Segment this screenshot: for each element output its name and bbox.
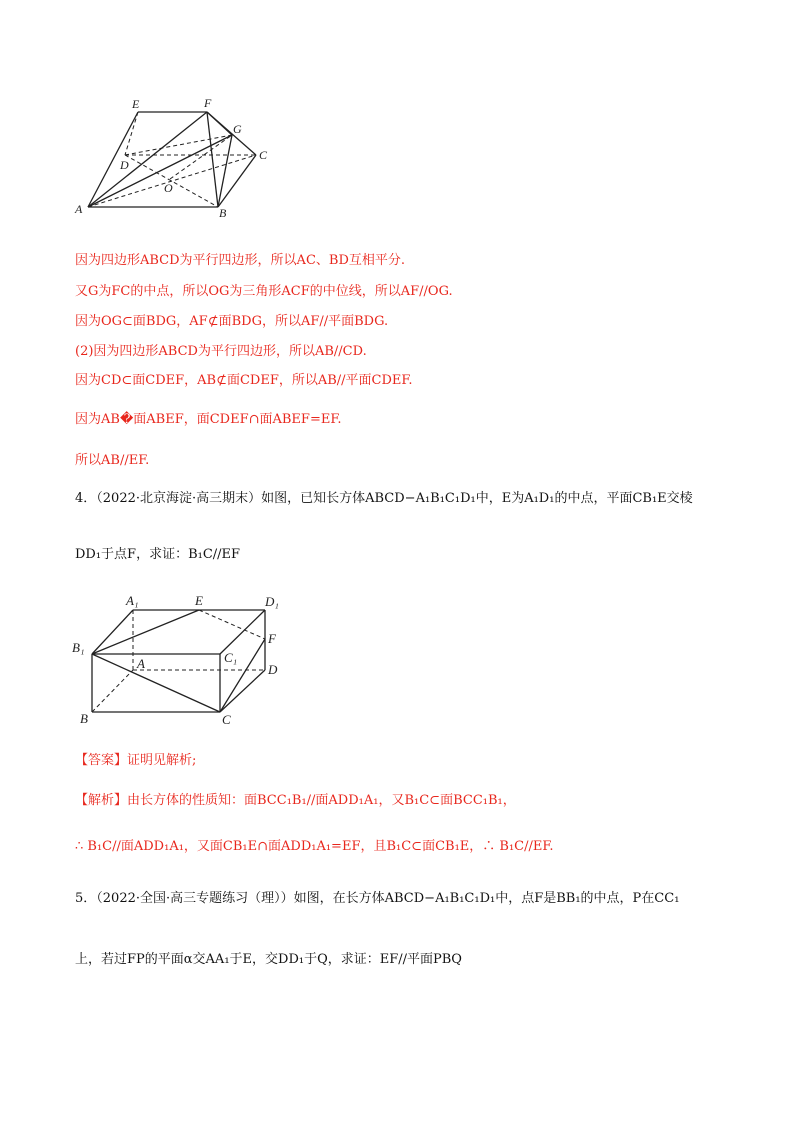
label-B: B bbox=[219, 206, 227, 220]
solution-line-7: 所以AB//EF. bbox=[75, 453, 150, 468]
label-C: C bbox=[259, 148, 268, 162]
label-E2: E bbox=[195, 593, 203, 608]
label-D: D bbox=[120, 158, 129, 172]
label-F2: F bbox=[268, 631, 276, 646]
problem4-line-1: 4．（2022·北京海淀·高三期末）如图，已知长方体ABCD−A₁B₁C₁D₁中，E为A₁D₁的中点，平面CB₁E交棱 bbox=[75, 491, 693, 506]
solution-line-5: 因为CD⊂面CDEF，AB⊄面CDEF，所以AB//平面CDEF. bbox=[75, 373, 413, 388]
problem5-line-2: 上，若过FP的平面α交AA₁于E，交DD₁于Q，求证：EF//平面PBQ bbox=[75, 952, 462, 967]
label-D1: D₁ bbox=[265, 594, 279, 609]
label-B1: B₁ bbox=[72, 640, 85, 655]
problem4-line-2: DD₁于点F，求证：B₁C//EF bbox=[75, 547, 241, 562]
label-D2: D bbox=[268, 662, 278, 677]
label-B2: B bbox=[80, 711, 88, 726]
analysis-line-2: ∴ B₁C//面ADD₁A₁，又面CB₁E∩面ADD₁A₁=EF，且B₁C⊂面CB₁E，∴ B₁C//EF. bbox=[75, 839, 554, 854]
label-G: G bbox=[233, 122, 242, 136]
problem5-line-1: 5．（2022·全国·高三专题练习（理））如图，在长方体ABCD−A₁B₁C₁D₁中，点F是BB₁的中点，P在CC₁ bbox=[75, 891, 680, 906]
solution-line-2: 又G为FC的中点，所以OG为三角形ACF的中位线，所以AF//OG. bbox=[75, 284, 453, 299]
label-A2: A bbox=[137, 656, 145, 671]
label-C1: C₁ bbox=[224, 650, 238, 665]
solution-line-1: 因为四边形ABCD为平行四边形，所以AC、BD互相平分. bbox=[75, 253, 405, 268]
solution-line-3: 因为OG⊂面BDG，AF⊄面BDG，所以AF//平面BDG. bbox=[75, 314, 389, 329]
answer-line: 【答案】证明见解析; bbox=[75, 753, 197, 768]
solution-line-6: 因为AB�面ABEF，面CDEF∩面ABEF=EF. bbox=[75, 412, 342, 427]
solution-line-4: (2)因为四边形ABCD为平行四边形，所以AB//CD. bbox=[75, 344, 367, 359]
figure-parallelepiped bbox=[70, 95, 280, 220]
analysis-line-1: 【解析】由长方体的性质知：面BCC₁B₁//面ADD₁A₁，又B₁C⊂面BCC₁B₁， bbox=[75, 793, 516, 808]
label-F: F bbox=[204, 96, 212, 110]
label-C2: C bbox=[222, 712, 231, 727]
label-E: E bbox=[132, 97, 140, 111]
figure-cuboid bbox=[70, 590, 300, 730]
label-A: A bbox=[75, 202, 83, 216]
label-O: O bbox=[164, 181, 173, 195]
label-A1: A₁ bbox=[126, 593, 139, 608]
